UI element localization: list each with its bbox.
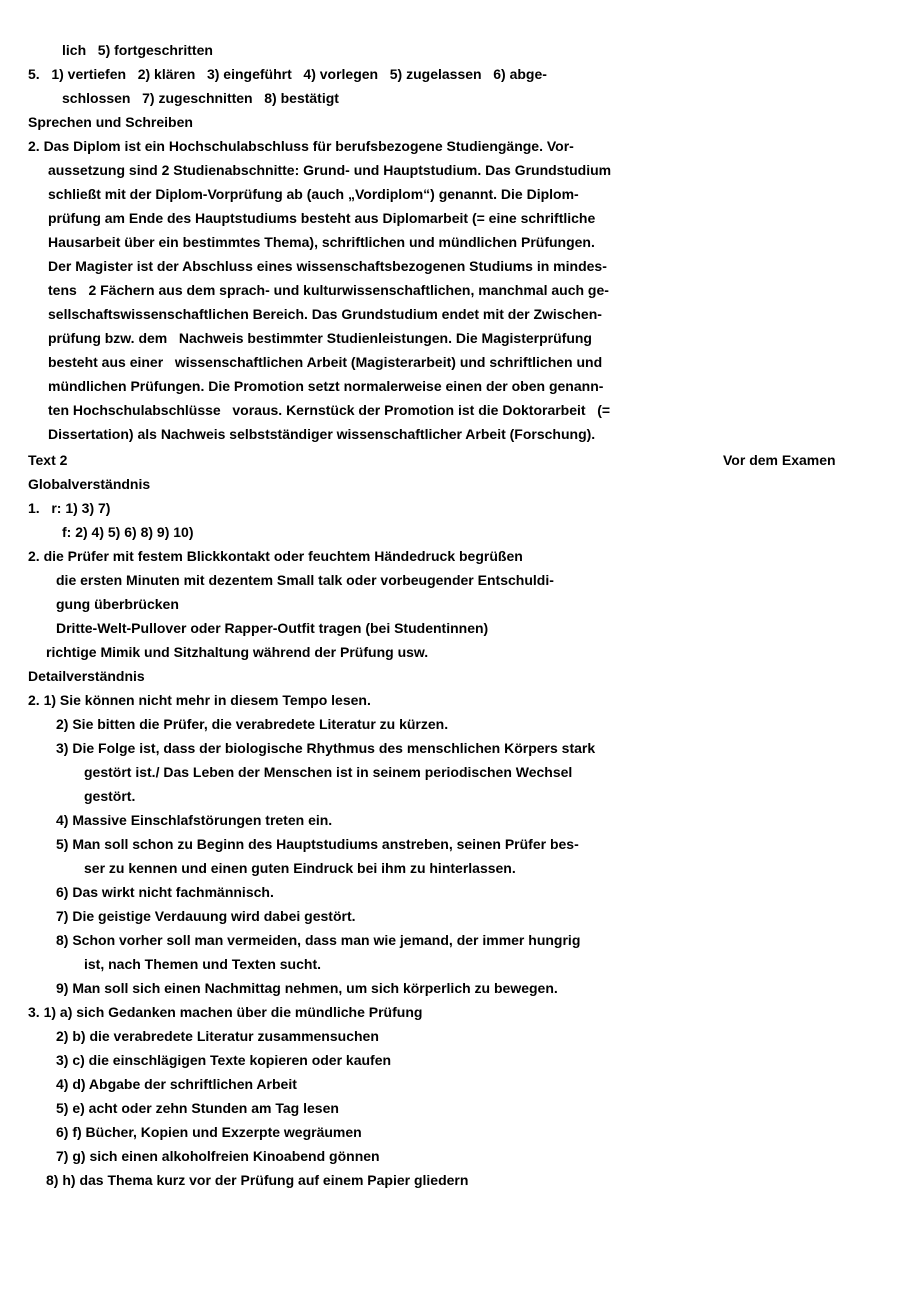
text-line: ten Hochschulabschlüsse voraus. Kernstück der Promotion ist die Doktorarbeit (= bbox=[48, 402, 611, 418]
text-line: 2. Das Diplom ist ein Hochschulabschluss für berufsbezogene Studiengänge. Vor- bbox=[28, 138, 574, 154]
text-line: schließt mit der Diplom-Vorprüfung ab (auch „Vordiplom“) genannt. Die Diplom- bbox=[48, 186, 579, 202]
text-line: 7) Die geistige Verdauung wird dabei gestört. bbox=[56, 908, 356, 924]
text-line: lich 5) fortgeschritten bbox=[62, 42, 213, 58]
text-line: mündlichen Prüfungen. Die Promotion setzt normalerweise einen der oben genann- bbox=[48, 378, 604, 394]
text-line: 5. 1) vertiefen 2) klären 3) eingeführt 4) vorlegen 5) zugelassen 6) abge- bbox=[28, 66, 547, 82]
text-line: 2) Sie bitten die Prüfer, die verabredete Literatur zu kürzen. bbox=[56, 716, 449, 732]
text-line: prüfung bzw. dem Nachweis bestimmter Studienleistungen. Die Magisterprüfung bbox=[48, 330, 592, 346]
text-line: 2. 1) Sie können nicht mehr in diesem Tempo lesen. bbox=[28, 692, 371, 708]
text-line: ist, nach Themen und Texten sucht. bbox=[84, 956, 321, 972]
text-line: ser zu kennen und einen guten Eindruck bei ihm zu hinterlassen. bbox=[84, 860, 516, 876]
text-line: 7) g) sich einen alkoholfreien Kinoabend gönnen bbox=[56, 1148, 380, 1164]
text-line: 2. die Prüfer mit festem Blickkontakt oder feuchtem Händedruck begrüßen bbox=[28, 548, 523, 564]
text-line: 6) Das wirkt nicht fachmännisch. bbox=[56, 884, 274, 900]
text-line: Dissertation) als Nachweis selbstständiger wissenschaftlicher Arbeit (Forschung). bbox=[48, 426, 596, 442]
section-heading: Globalverständnis bbox=[28, 476, 151, 492]
section-heading: Sprechen und Schreiben bbox=[28, 114, 193, 130]
text-line: die ersten Minuten mit dezentem Small talk oder vorbeugender Entschuldi- bbox=[56, 572, 554, 588]
text-line: Hausarbeit über ein bestimmtes Thema), schriftlichen und mündlichen Prüfungen. bbox=[48, 234, 595, 250]
text-line: 5) e) acht oder zehn Stunden am Tag lesen bbox=[56, 1100, 339, 1116]
text-line: 1. r: 1) 3) 7) bbox=[28, 500, 111, 516]
text-line: gung überbrücken bbox=[56, 596, 179, 612]
text-line: 8) Schon vorher soll man vermeiden, dass man wie jemand, der immer hungrig bbox=[56, 932, 581, 948]
text-line: Dritte-Welt-Pullover oder Rapper-Outfit tragen (bei Studentinnen) bbox=[56, 620, 489, 636]
text-line: Der Magister ist der Abschluss eines wissenschaftsbezogenen Studiums in mindes- bbox=[48, 258, 607, 274]
text-line: 6) f) Bücher, Kopien und Exzerpte wegräumen bbox=[56, 1124, 362, 1140]
text-line: 3) Die Folge ist, dass der biologische Rhythmus des menschlichen Körpers stark bbox=[56, 740, 596, 756]
text-line: 8) h) das Thema kurz vor der Prüfung auf einem Papier gliedern bbox=[46, 1172, 469, 1188]
section-heading: Detailverständnis bbox=[28, 668, 145, 684]
text-line: tens 2 Fächern aus dem sprach- und kulturwissenschaftlichen, manchmal auch ge- bbox=[48, 282, 609, 298]
text-line: richtige Mimik und Sitzhaltung während der Prüfung usw. bbox=[46, 644, 429, 660]
text-line: 3) c) die einschlägigen Texte kopieren oder kaufen bbox=[56, 1052, 392, 1068]
text-line: f: 2) 4) 5) 6) 8) 9) 10) bbox=[62, 524, 194, 540]
text-line: 3. 1) a) sich Gedanken machen über die mündliche Prüfung bbox=[28, 1004, 423, 1020]
right-heading: Vor dem Examen bbox=[723, 452, 836, 468]
text-line: sellschaftswissenschaftlichen Bereich. Das Grundstudium endet mit der Zwischen- bbox=[48, 306, 602, 322]
text-line: 2) b) die verabredete Literatur zusammensuchen bbox=[56, 1028, 379, 1044]
text-line: prüfung am Ende des Hauptstudiums besteht aus Diplomarbeit (= eine schriftliche bbox=[48, 210, 596, 226]
text-line: aussetzung sind 2 Studienabschnitte: Grund- und Hauptstudium. Das Grundstudium bbox=[48, 162, 612, 178]
text-line: 9) Man soll sich einen Nachmittag nehmen, um sich körperlich zu bewegen. bbox=[56, 980, 558, 996]
text-line: gestört ist./ Das Leben der Menschen ist in seinem periodischen Wechsel bbox=[84, 764, 573, 780]
text-line: gestört. bbox=[84, 788, 136, 804]
text-line: 4) d) Abgabe der schriftlichen Arbeit bbox=[56, 1076, 297, 1092]
section-heading: Text 2 bbox=[28, 452, 68, 468]
text-line: schlossen 7) zugeschnitten 8) bestätigt bbox=[62, 90, 339, 106]
text-line: besteht aus einer wissenschaftlichen Arbeit (Magisterarbeit) und schriftlichen und bbox=[48, 354, 603, 370]
text-line: 5) Man soll schon zu Beginn des Hauptstudiums anstreben, seinen Prüfer bes- bbox=[56, 836, 579, 852]
text-line: 4) Massive Einschlafstörungen treten ein. bbox=[56, 812, 333, 828]
